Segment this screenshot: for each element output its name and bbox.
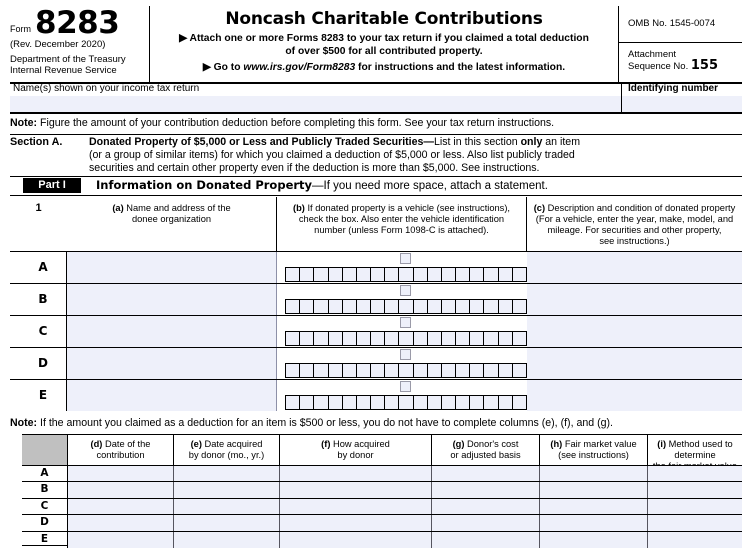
donee-organization-input[interactable] [67, 316, 277, 347]
vin-character-box[interactable] [428, 364, 442, 377]
vin-character-box[interactable] [399, 268, 413, 281]
vin-character-box[interactable] [456, 300, 470, 313]
vin-character-box[interactable] [343, 268, 357, 281]
vin-character-box[interactable] [499, 364, 513, 377]
identifying-number-caption: Identifying number [628, 83, 718, 94]
column-marker: (e) [190, 439, 202, 449]
property-details-row [22, 514, 742, 531]
property-description-input[interactable] [527, 348, 742, 379]
name-input[interactable] [10, 96, 621, 112]
vehicle-checkbox-area [285, 380, 527, 395]
cell-d-B[interactable] [68, 482, 174, 498]
form-header [10, 6, 742, 84]
vin-character-box[interactable] [499, 332, 513, 345]
attachment-label-line2: Sequence No. [628, 61, 689, 72]
note-columns-efg [10, 417, 742, 433]
donated-property-row [10, 283, 742, 316]
vin-character-box[interactable] [286, 332, 300, 345]
vehicle-checkbox[interactable] [400, 349, 411, 360]
donated-property-table-header [10, 197, 742, 251]
vin-character-box[interactable] [414, 332, 428, 345]
vin-character-box[interactable] [513, 332, 526, 345]
column-header-line1: Date of the [102, 439, 151, 449]
cell-g-E[interactable] [432, 532, 540, 548]
section-a-heading-line [89, 136, 742, 149]
column-b-line2: check the box. Also enter the vehicle identification [298, 214, 505, 224]
row-letter: B [22, 482, 68, 498]
column-c-line3: mileage. For securities and other property, [547, 225, 722, 235]
column-header-line1: Fair market value [562, 439, 637, 449]
column-a-marker: (a) [112, 203, 124, 213]
vin-character-box[interactable] [314, 300, 328, 313]
section-a-line3: securities and certain other property even if the deduction is more than $5,000. See instructions. [89, 162, 540, 175]
vin-character-box[interactable] [343, 332, 357, 345]
column-c-line1: Description and condition of donated property [545, 203, 736, 213]
cell-f-E[interactable] [280, 532, 432, 548]
vin-character-box[interactable] [329, 268, 343, 281]
vin-character-box[interactable] [300, 364, 314, 377]
vin-character-box[interactable] [456, 396, 470, 409]
vin-character-box[interactable] [357, 364, 371, 377]
vehicle-checkbox[interactable] [400, 317, 411, 328]
vin-character-box[interactable] [314, 364, 328, 377]
form-revision-date: (Rev. December 2020) [10, 39, 106, 50]
column-c-line2: (For a vehicle, enter the year, make, model, and [535, 214, 734, 224]
vin-character-box[interactable] [314, 332, 328, 345]
property-details-row [22, 465, 742, 482]
vin-input-boxes[interactable] [285, 363, 527, 378]
cell-h-C[interactable] [540, 499, 648, 515]
column-header-d [68, 435, 174, 465]
vin-character-box[interactable] [428, 396, 442, 409]
note-deduction-amount [10, 117, 742, 135]
donee-organization-input[interactable] [67, 252, 277, 283]
vin-character-box[interactable] [399, 364, 413, 377]
note-b-text: If the amount you claimed as a deduction for an item is $500 or less, you do not have to complete columns (e), (f), and (g). [37, 417, 613, 429]
donated-property-row [10, 347, 742, 380]
cell-d-A[interactable] [68, 466, 174, 482]
vin-input-boxes[interactable] [285, 299, 527, 314]
cell-f-D[interactable] [280, 515, 432, 531]
vin-character-box[interactable] [470, 332, 484, 345]
cell-i-E[interactable] [648, 532, 742, 548]
column-header-g [432, 435, 540, 465]
vin-character-box[interactable] [357, 300, 371, 313]
line-number-1: 1 [35, 202, 42, 214]
column-a-line2: donee organization [131, 214, 212, 224]
vin-input-boxes[interactable] [285, 395, 527, 410]
vin-character-box[interactable] [286, 300, 300, 313]
section-a-only-emphasis: only [520, 136, 543, 148]
cell-i-C[interactable] [648, 499, 742, 515]
section-a-label: Section A. [10, 136, 63, 148]
vin-character-box[interactable] [484, 300, 498, 313]
column-header-a [67, 197, 277, 251]
column-header-line1: Method used to determine [666, 439, 733, 460]
vin-character-box[interactable] [329, 300, 343, 313]
column-a-line1: Name and address of the [123, 203, 231, 213]
property-description-input[interactable] [527, 252, 742, 283]
donated-property-row [10, 315, 742, 348]
vin-character-box[interactable] [428, 300, 442, 313]
property-details-table [22, 434, 742, 546]
attach-arrow-icon: ▶ [179, 33, 188, 44]
vin-character-box[interactable] [357, 332, 371, 345]
vin-character-box[interactable] [286, 268, 300, 281]
vin-input-boxes[interactable] [285, 267, 527, 282]
row-letter: D [22, 515, 68, 531]
part-1-bar [10, 178, 742, 196]
column-b-marker: (b) [292, 203, 305, 213]
vin-character-box[interactable] [499, 300, 513, 313]
vin-character-box[interactable] [456, 364, 470, 377]
note-a-text: Figure the amount of your contribution deduction before completing this form. See your tax return instructions. [37, 117, 555, 129]
vehicle-checkbox[interactable] [400, 285, 411, 296]
attachment-sequence-number: 155 [690, 58, 718, 73]
vin-character-box[interactable] [484, 364, 498, 377]
column-header-line2: (see instructions) [558, 450, 629, 460]
section-a-body-part1: List in this section [434, 136, 521, 148]
vin-character-box[interactable] [300, 268, 314, 281]
property-details-row [22, 531, 742, 548]
column-header-line2: contribution [96, 450, 145, 460]
row-letter: E [22, 532, 68, 548]
row-letter-header-spacer [22, 435, 68, 465]
column-header-i [648, 435, 742, 465]
cell-f-C[interactable] [280, 499, 432, 515]
vin-character-box[interactable] [385, 364, 399, 377]
column-header-line2: by donor [337, 450, 374, 460]
vin-character-box[interactable] [399, 332, 413, 345]
vin-character-box[interactable] [470, 396, 484, 409]
section-a-block [10, 136, 742, 177]
cell-h-B[interactable] [540, 482, 648, 498]
vin-character-box[interactable] [428, 268, 442, 281]
vin-character-box[interactable] [442, 268, 456, 281]
department-line-1: Department of the Treasury [10, 54, 126, 65]
vin-character-box[interactable] [385, 268, 399, 281]
vin-character-box[interactable] [499, 268, 513, 281]
vin-character-box[interactable] [286, 396, 300, 409]
vin-character-box[interactable] [414, 396, 428, 409]
donated-property-table [10, 197, 742, 415]
vin-character-box[interactable] [343, 396, 357, 409]
column-marker: (h) [550, 439, 563, 449]
row-letter: A [22, 466, 68, 482]
vin-character-box[interactable] [414, 268, 428, 281]
cell-i-A[interactable] [648, 466, 742, 482]
instruction-goto-suffix: for instructions and the latest information. [355, 62, 566, 73]
column-header-line2: or adjusted basis [450, 450, 521, 460]
vin-character-box[interactable] [470, 268, 484, 281]
goto-arrow-icon: ▶ [202, 62, 211, 73]
cell-e-C[interactable] [174, 499, 280, 515]
cell-e-D[interactable] [174, 515, 280, 531]
column-c-marker: (c) [533, 203, 546, 213]
cell-d-C[interactable] [68, 499, 174, 515]
row-letter: C [22, 499, 68, 515]
vin-character-box[interactable] [385, 332, 399, 345]
vin-character-box[interactable] [371, 300, 385, 313]
taxpayer-identity-row [10, 82, 742, 114]
vehicle-checkbox[interactable] [400, 253, 411, 264]
donated-property-row [10, 379, 742, 412]
row-letter: C [20, 316, 67, 347]
instruction-attach-line2: of over $500 for all contributed property. [285, 45, 483, 57]
vin-character-box[interactable] [428, 332, 442, 345]
vin-character-box[interactable] [442, 396, 456, 409]
vin-character-box[interactable] [300, 396, 314, 409]
vin-character-box[interactable] [470, 364, 484, 377]
row-letter: B [20, 284, 67, 315]
column-header-b [277, 197, 527, 251]
identifying-number-input[interactable] [622, 96, 742, 112]
property-description-input[interactable] [527, 284, 742, 315]
vin-character-box[interactable] [371, 396, 385, 409]
vin-character-box[interactable] [484, 396, 498, 409]
vin-character-box[interactable] [343, 300, 357, 313]
part-1-title: Information on Donated Property [96, 178, 313, 192]
vehicle-checkbox[interactable] [400, 381, 411, 392]
column-b-line1: If donated property is a vehicle (see instructions), [304, 203, 511, 213]
cell-h-E[interactable] [540, 532, 648, 548]
property-description-input[interactable] [527, 316, 742, 347]
vin-character-box[interactable] [513, 300, 526, 313]
vin-character-box[interactable] [357, 268, 371, 281]
vin-character-box[interactable] [442, 332, 456, 345]
cell-h-A[interactable] [540, 466, 648, 482]
donated-property-row [10, 251, 742, 284]
cell-h-D[interactable] [540, 515, 648, 531]
part-1-dash: — [312, 180, 324, 192]
instruction-attach-line1: Attach one or more Forms 8283 to your tax return if you claimed a total deduction [189, 33, 589, 44]
column-header-line2: by donor (mo., yr.) [188, 450, 265, 460]
vin-character-box[interactable] [314, 396, 328, 409]
donee-organization-input[interactable] [67, 380, 277, 411]
form-title: Noncash Charitable Contributions [225, 9, 543, 29]
vin-character-box[interactable] [357, 396, 371, 409]
department-line-2: Internal Revenue Service [10, 65, 117, 76]
row-letter: D [20, 348, 67, 379]
attachment-sequence [619, 43, 742, 82]
vin-character-box[interactable] [513, 364, 526, 377]
vehicle-identification-cell [277, 284, 527, 315]
vin-character-box[interactable] [399, 300, 413, 313]
cell-i-B[interactable] [648, 482, 742, 498]
cell-g-B[interactable] [432, 482, 540, 498]
vin-character-box[interactable] [499, 396, 513, 409]
donee-organization-input[interactable] [67, 284, 277, 315]
vin-character-box[interactable] [371, 364, 385, 377]
property-description-input[interactable] [527, 380, 742, 411]
vehicle-checkbox-area [285, 316, 527, 331]
vin-character-box[interactable] [343, 364, 357, 377]
vin-character-box[interactable] [414, 364, 428, 377]
section-a-line2: (or a group of similar items) for which you claimed a deduction of $5,000 or less. Also list publicly traded [89, 149, 575, 162]
vin-character-box[interactable] [300, 332, 314, 345]
vin-character-box[interactable] [314, 268, 328, 281]
vehicle-checkbox-area [285, 252, 527, 267]
cell-g-D[interactable] [432, 515, 540, 531]
vin-character-box[interactable] [513, 396, 526, 409]
column-b-line3: number (unless Form 1098-C is attached). [314, 225, 489, 235]
vehicle-identification-cell [277, 348, 527, 379]
property-details-row [22, 498, 742, 515]
part-1-subtitle: If you need more space, attach a statement. [323, 180, 548, 192]
cell-d-E[interactable] [68, 532, 174, 548]
name-field-cell[interactable] [10, 82, 622, 112]
property-details-table-header [22, 435, 742, 465]
column-header-line1: Date acquired [201, 439, 263, 449]
column-marker: (d) [90, 439, 103, 449]
section-a-heading: Donated Property of $5,000 or Less and Publicly Traded Securities [89, 136, 424, 148]
vin-character-box[interactable] [371, 332, 385, 345]
vin-character-box[interactable] [442, 300, 456, 313]
vin-character-box[interactable] [329, 364, 343, 377]
vin-character-box[interactable] [456, 332, 470, 345]
column-marker: (f) [321, 439, 331, 449]
vehicle-checkbox-area [285, 348, 527, 363]
cell-d-D[interactable] [68, 515, 174, 531]
attachment-label-line1: Attachment [628, 49, 677, 60]
section-a-dash: — [423, 136, 434, 148]
cell-g-A[interactable] [432, 466, 540, 482]
identifying-number-cell[interactable] [622, 82, 742, 112]
form-number: 8283 [35, 5, 120, 41]
part-1-tag: Part I [23, 178, 81, 193]
vin-character-box[interactable] [470, 300, 484, 313]
vehicle-identification-cell [277, 380, 527, 411]
name-field-caption: Name(s) shown on your income tax return [13, 83, 200, 94]
column-header-f [280, 435, 432, 465]
cell-e-A[interactable] [174, 466, 280, 482]
vin-input-boxes[interactable] [285, 331, 527, 346]
column-header-c [527, 197, 742, 251]
omb-number: OMB No. 1545-0074 [619, 6, 742, 43]
cell-f-B[interactable] [280, 482, 432, 498]
irs-form-url[interactable]: www.irs.gov/Form8283 [243, 62, 356, 73]
vin-character-box[interactable] [385, 396, 399, 409]
cell-e-E[interactable] [174, 532, 280, 548]
cell-e-B[interactable] [174, 482, 280, 498]
vin-character-box[interactable] [300, 300, 314, 313]
instruction-goto-prefix: Go to [213, 62, 244, 73]
vin-character-box[interactable] [484, 332, 498, 345]
cell-i-D[interactable] [648, 515, 742, 531]
row-letter: A [20, 252, 67, 283]
column-header-line1: How acquired [330, 439, 390, 449]
vin-character-box[interactable] [286, 364, 300, 377]
vin-character-box[interactable] [513, 268, 526, 281]
column-marker: (i) [657, 439, 667, 449]
donee-organization-input[interactable] [67, 348, 277, 379]
property-details-row [22, 481, 742, 498]
section-a-body-part2: an item [542, 136, 581, 148]
vehicle-identification-cell [277, 316, 527, 347]
column-marker: (g) [452, 439, 465, 449]
note-a-label: Note: [10, 117, 38, 129]
form-header-left [10, 6, 150, 82]
column-header-line1: Donor's cost [464, 439, 519, 449]
column-header-h [540, 435, 648, 465]
row-letter: E [20, 380, 67, 411]
form-word-label: Form [10, 24, 31, 34]
vin-character-box[interactable] [484, 268, 498, 281]
form-header-right [618, 6, 742, 82]
note-b-label: Note: [10, 417, 38, 429]
vin-character-box[interactable] [329, 396, 343, 409]
vin-character-box[interactable] [442, 364, 456, 377]
column-c-line4: see instructions.) [599, 236, 670, 246]
vehicle-checkbox-area [285, 284, 527, 299]
vehicle-identification-cell [277, 252, 527, 283]
vin-character-box[interactable] [371, 268, 385, 281]
form-header-center [150, 6, 618, 82]
vin-character-box[interactable] [414, 300, 428, 313]
vin-character-box[interactable] [385, 300, 399, 313]
cell-g-C[interactable] [432, 499, 540, 515]
vin-character-box[interactable] [456, 268, 470, 281]
vin-character-box[interactable] [329, 332, 343, 345]
cell-f-A[interactable] [280, 466, 432, 482]
vin-character-box[interactable] [399, 396, 413, 409]
column-header-e [174, 435, 280, 465]
